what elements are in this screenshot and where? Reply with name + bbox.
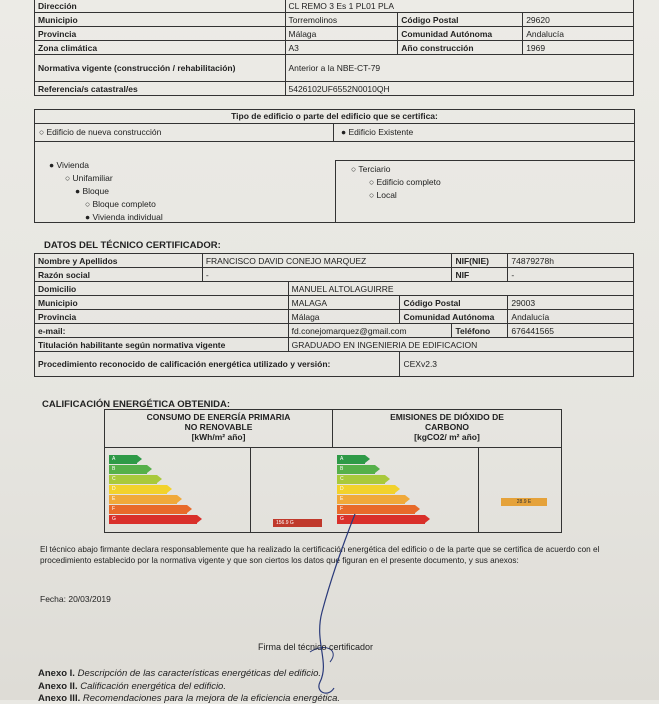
scale-letter: F xyxy=(112,506,116,512)
option-bloque-completo: ○ Bloque completo xyxy=(85,199,156,209)
nif2-value: - xyxy=(508,268,634,282)
option-terciario: ○ Terciario xyxy=(351,164,391,174)
firma-label: Firma del técnico certificador xyxy=(258,642,374,652)
scale-bar-e xyxy=(337,495,405,504)
table-row xyxy=(35,324,634,338)
technician-title: DATOS DEL TÉCNICO CERTIFICADOR: xyxy=(44,240,221,251)
tec-municipio-value: MALAGA xyxy=(288,296,400,310)
table-row xyxy=(35,13,634,27)
municipio-label: Municipio xyxy=(35,13,286,27)
option-bloque: ● Bloque xyxy=(75,186,109,196)
tel-value: 676441565 xyxy=(508,324,634,338)
table-row xyxy=(35,41,634,55)
table-row xyxy=(35,55,634,82)
cp-label: Código Postal xyxy=(398,13,523,27)
zona-value: A3 xyxy=(285,41,398,55)
divider xyxy=(335,160,634,161)
domicilio-label: Domicilio xyxy=(35,282,289,296)
titulacion-value: GRADUADO EN INGENIERIA DE EDIFICACION xyxy=(288,338,633,352)
option-existing-building: ● Edificio Existente xyxy=(341,127,414,137)
building-data-table xyxy=(34,0,634,96)
tec-provincia-value: Málaga xyxy=(288,310,400,324)
option-local: ○ Local xyxy=(369,190,397,200)
scale-bar-d xyxy=(109,485,167,494)
cp-value: 29620 xyxy=(523,13,634,27)
table-row xyxy=(35,352,634,377)
provincia-label: Provincia xyxy=(35,27,286,41)
option-new-building: ○ Edificio de nueva construcción xyxy=(35,124,334,141)
scale-bar-a xyxy=(337,455,365,464)
scale-bar-f xyxy=(109,505,187,514)
direccion-label: Dirección xyxy=(35,0,286,13)
emisiones-indicator: 28.9 E xyxy=(501,498,547,506)
referencia-value: 5426102UF6552N0010QH xyxy=(285,82,634,96)
ca-label: Comunidad Autónoma xyxy=(398,27,523,41)
scale-bar-b xyxy=(109,465,147,474)
tec-cp-label: Código Postal xyxy=(400,296,508,310)
email-value: fd.conejomarquez@gmail.com xyxy=(288,324,452,338)
scale-bar-a xyxy=(109,455,137,464)
table-row xyxy=(35,27,634,41)
nombre-value: FRANCISCO DAVID CONEJO MARQUEZ xyxy=(202,254,452,268)
scale-bar-d xyxy=(337,485,395,494)
tec-ca-label: Comunidad Autónoma xyxy=(400,310,508,324)
option-edificio-completo: ○ Edificio completo xyxy=(369,177,441,187)
scale-letter: B xyxy=(112,466,116,472)
scale-letter: F xyxy=(340,506,344,512)
domicilio-value: MANUEL ALTOLAGUIRRE xyxy=(288,282,633,296)
provincia-value: Málaga xyxy=(285,27,398,41)
nif-label: NIF(NIE) xyxy=(452,254,508,268)
scale-letter: G xyxy=(112,516,116,522)
nif2-label: NIF xyxy=(452,268,508,282)
table-row xyxy=(35,296,634,310)
scale-letter: D xyxy=(112,486,116,492)
table-row xyxy=(35,0,634,13)
building-type-header: Tipo de edificio o parte del edificio que se certifica: xyxy=(35,110,634,124)
fecha: Fecha: 20/03/2019 xyxy=(40,594,111,604)
scale-letter: B xyxy=(340,466,344,472)
direccion-value: CL REMO 3 Es 1 PL01 PLA xyxy=(285,0,634,13)
ca-value: Andalucía xyxy=(523,27,634,41)
anyo-label: Año construcción xyxy=(398,41,523,55)
tec-ca-value: Andalucía xyxy=(508,310,634,324)
table-row xyxy=(35,282,634,296)
scale-letter: E xyxy=(112,496,116,502)
table-row xyxy=(35,310,634,324)
normativa-value: Anterior a la NBE-CT-79 xyxy=(285,55,634,82)
scale-letter: E xyxy=(340,496,344,502)
option-vivienda: ● Vivienda xyxy=(49,160,89,170)
scale-letter: G xyxy=(340,516,344,522)
scale-letter: A xyxy=(112,456,116,462)
tec-cp-value: 29003 xyxy=(508,296,634,310)
tel-label: Teléfono xyxy=(452,324,508,338)
consumo-header: CONSUMO DE ENERGÍA PRIMARIA NO RENOVABLE [kWh/m² año] xyxy=(105,410,333,448)
scale-letter: D xyxy=(340,486,344,492)
municipio-value: Torremolinos xyxy=(285,13,398,27)
table-row xyxy=(35,254,634,268)
building-type-box xyxy=(34,109,635,223)
option-unifamiliar: ○ Unifamiliar xyxy=(65,173,113,183)
consumo-indicator: 156.9 G xyxy=(273,519,322,527)
procedimiento-value: CEXv2.3 xyxy=(400,352,634,377)
scale-bar-c xyxy=(337,475,385,484)
scale-bar-c xyxy=(109,475,157,484)
email-label: e-mail: xyxy=(35,324,289,338)
scale-bar-b xyxy=(337,465,375,474)
rating-title: CALIFICACIÓN ENERGÉTICA OBTENIDA: xyxy=(42,399,231,410)
procedimiento-label: Procedimiento reconocido de calificación energética utilizado y versión: xyxy=(35,352,400,377)
technician-table xyxy=(34,253,634,377)
anexo-2: Anexo II. Calificación energética del edificio. xyxy=(38,681,226,692)
normativa-label: Normativa vigente (construcción / rehabilitación) xyxy=(35,55,286,82)
scale-bar-g xyxy=(109,515,197,524)
declaration-text: El técnico abajo firmante declara responsablemente que ha realizado la certificación energética del edificio o de la parte que se certifica de acuerdo con el procedimiento establecido por la normativa vigente y que son ciertos los datos que figuran en el presente documento, y sus anexos: xyxy=(40,545,600,565)
referencia-label: Referencia/s catastral/es xyxy=(35,82,286,96)
razon-label: Razón social xyxy=(35,268,203,282)
nif-value: 74879278h xyxy=(508,254,634,268)
scale-letter: C xyxy=(112,476,116,482)
scale-bar-e xyxy=(109,495,177,504)
divider xyxy=(335,160,336,222)
scale-letter: A xyxy=(340,456,344,462)
table-row xyxy=(35,338,634,352)
zona-label: Zona climática xyxy=(35,41,286,55)
nombre-label: Nombre y Apellidos xyxy=(35,254,203,268)
anexo-3: Anexo III. Recomendaciones para la mejora de la eficiencia energética. xyxy=(38,693,341,704)
anexo-1: Anexo I. Descripción de las características energéticas del edificio. xyxy=(38,668,322,679)
titulacion-label: Titulación habilitante según normativa vigente xyxy=(35,338,289,352)
option-vivienda-individual: ● Vivienda individual xyxy=(85,212,163,222)
table-row xyxy=(35,268,634,282)
tec-municipio-label: Municipio xyxy=(35,296,289,310)
anyo-value: 1969 xyxy=(523,41,634,55)
tec-provincia-label: Provincia xyxy=(35,310,289,324)
table-row xyxy=(35,82,634,96)
razon-value: - xyxy=(202,268,452,282)
emisiones-header: EMISIONES DE DIÓXIDO DE CARBONO [kgCO2/ m² año] xyxy=(333,410,561,448)
scale-letter: C xyxy=(340,476,344,482)
